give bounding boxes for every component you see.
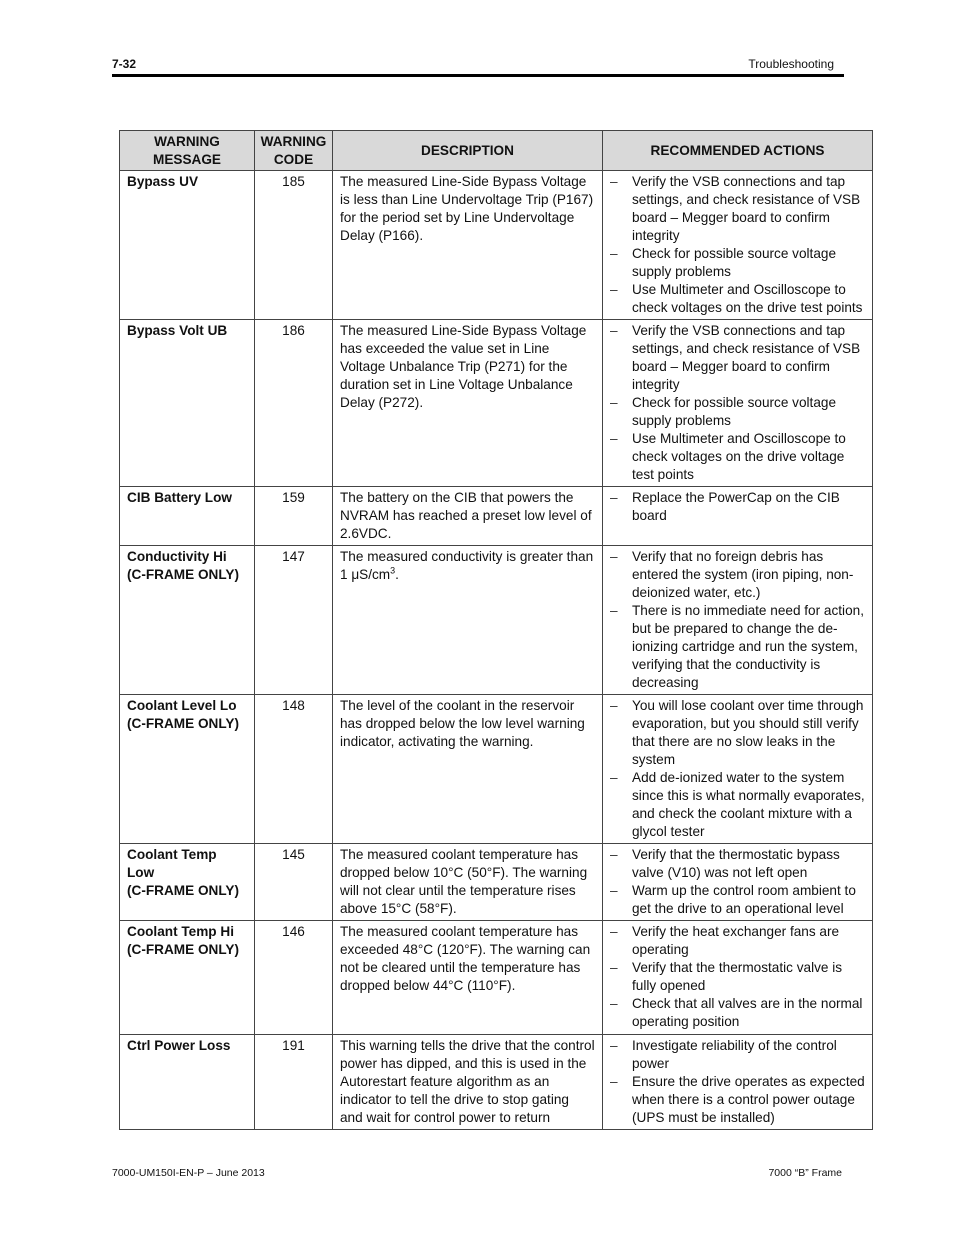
section-title: Troubleshooting bbox=[748, 57, 834, 71]
action-item: – Verify the heat exchanger fans are operating bbox=[610, 923, 865, 959]
warning-message: (C-FRAME ONLY) bbox=[127, 567, 240, 582]
description-text: The measured Line-Side Bypass Voltage has exceeded the value set in Line Voltage Unbalance Trip (P271) for the duration set in Line Voltage Unbalance Delay (P272). bbox=[340, 323, 587, 410]
actions-list bbox=[610, 846, 865, 918]
warning-message-cell bbox=[120, 320, 255, 487]
description-text: The battery on the CIB that powers the NVRAM has reached a preset low level of 2.6VDC. bbox=[340, 490, 592, 541]
description-cell bbox=[333, 171, 603, 320]
col-header-actions: RECOMMENDED ACTIONS bbox=[603, 131, 873, 171]
actions-list bbox=[610, 173, 865, 317]
header-rule bbox=[112, 74, 844, 77]
table-row bbox=[120, 320, 873, 487]
warning-message: (C-FRAME ONLY) bbox=[127, 942, 240, 957]
action-item: – Verify that no foreign debris has entered the system (iron piping, non-deionized water, etc.) bbox=[610, 548, 865, 602]
recommended-actions-cell bbox=[603, 320, 873, 487]
warning-message-cell bbox=[120, 487, 255, 546]
warning-message: (C-FRAME ONLY) bbox=[127, 883, 240, 898]
action-item: – Verify that the thermostatic valve is fully opened bbox=[610, 959, 865, 995]
warning-message-cell bbox=[120, 171, 255, 320]
footer-product: 7000 “B” Frame bbox=[768, 1167, 842, 1179]
warning-message: Coolant Temp Hi bbox=[127, 924, 234, 939]
warning-code: 148 bbox=[255, 695, 333, 844]
description-text: The measured coolant temperature has dropped below 10°C (50°F). The warning will not clear until the temperature rises above 15°C (58°F). bbox=[340, 847, 588, 916]
warning-message: Coolant Level Lo bbox=[127, 698, 237, 713]
action-item: – Use Multimeter and Oscilloscope to check voltages on the drive voltage test points bbox=[610, 430, 865, 484]
description-cell bbox=[333, 844, 603, 921]
footer-doc-id: 7000-UM150I-EN-P – June 2013 bbox=[112, 1167, 265, 1179]
table-row bbox=[120, 695, 873, 844]
action-item: – Warm up the control room ambient to get the drive to an operational level bbox=[610, 882, 865, 918]
table-row bbox=[120, 921, 873, 1035]
col-header-description: DESCRIPTION bbox=[333, 131, 603, 171]
action-item: – Check for possible source voltage supply problems bbox=[610, 394, 865, 430]
warning-message: Bypass UV bbox=[127, 174, 199, 189]
page-number: 7-32 bbox=[112, 57, 137, 71]
table-row bbox=[120, 546, 873, 695]
actions-list bbox=[610, 322, 865, 484]
action-item: – Ensure the drive operates as expected when there is a control power outage (UPS must be installed) bbox=[610, 1073, 865, 1127]
table-row bbox=[120, 487, 873, 546]
recommended-actions-cell bbox=[603, 844, 873, 921]
action-item: – You will lose coolant over time through evaporation, but you should still verify that there are no slow leaks in the system bbox=[610, 697, 865, 769]
description-cell bbox=[333, 921, 603, 1035]
warning-message-cell bbox=[120, 546, 255, 695]
actions-list bbox=[610, 489, 865, 525]
action-item: – Verify that the thermostatic bypass valve (V10) was not left open bbox=[610, 846, 865, 882]
action-item: – Verify the VSB connections and tap settings, and check resistance of VSB board – Megger board to confirm integrity bbox=[610, 322, 865, 394]
action-item: – There is no immediate need for action, but be prepared to change the de-ionizing cartridge and run the system, verifying that the conductivity is decreasing bbox=[610, 602, 865, 692]
recommended-actions-cell bbox=[603, 546, 873, 695]
warning-message-cell bbox=[120, 921, 255, 1035]
description-superscript: 3 bbox=[390, 565, 396, 576]
description-text: The measured Line-Side Bypass Voltage is less than Line Undervoltage Trip (P167) for the period set by Line Undervoltage Delay (P166). bbox=[340, 174, 594, 243]
description-text: The measured conductivity is greater than 1 μS/cm bbox=[340, 549, 594, 582]
warning-code: 159 bbox=[255, 487, 333, 546]
recommended-actions-cell bbox=[603, 487, 873, 546]
warning-code: 147 bbox=[255, 546, 333, 695]
action-item: – Replace the PowerCap on the CIB board bbox=[610, 489, 865, 525]
warning-message: CIB Battery Low bbox=[127, 490, 232, 505]
warning-message-cell bbox=[120, 844, 255, 921]
table-row bbox=[120, 844, 873, 921]
action-item: – Verify the VSB connections and tap settings, and check resistance of VSB board – Megger board to confirm integrity bbox=[610, 173, 865, 245]
description-tail: . bbox=[395, 567, 399, 582]
table-row bbox=[120, 171, 873, 320]
warning-message: Coolant Temp Low bbox=[127, 847, 217, 880]
col-header-code: WARNING CODE bbox=[255, 131, 333, 171]
action-item: – Use Multimeter and Oscilloscope to check voltages on the drive test points bbox=[610, 281, 865, 317]
warning-code: 145 bbox=[255, 844, 333, 921]
recommended-actions-cell bbox=[603, 1035, 873, 1130]
action-item: – Check that all valves are in the normal operating position bbox=[610, 995, 865, 1031]
actions-list bbox=[610, 923, 865, 1031]
warning-code: 191 bbox=[255, 1035, 333, 1130]
description-text: The measured coolant temperature has exceeded 48°C (120°F). The warning can not be cleared until the temperature has dropped below 44°C (110°F). bbox=[340, 924, 591, 993]
action-item: – Add de-ionized water to the system since this is what normally evaporates, and check the coolant mixture with a glycol tester bbox=[610, 769, 865, 841]
description-cell bbox=[333, 695, 603, 844]
table-header-row bbox=[120, 131, 873, 171]
description-cell bbox=[333, 1035, 603, 1130]
table-body bbox=[120, 171, 873, 1130]
description-text: This warning tells the drive that the control power has dipped, and this is used in the Autorestart feature algorithm as an indicator to tell the drive to stop gating and wait for control power to return bbox=[340, 1038, 595, 1125]
warning-message: Conductivity Hi bbox=[127, 549, 227, 564]
warning-code: 146 bbox=[255, 921, 333, 1035]
description-cell bbox=[333, 546, 603, 695]
actions-list bbox=[610, 697, 865, 841]
description-text: The level of the coolant in the reservoir has dropped below the low level warning indicator, activating the warning. bbox=[340, 698, 585, 749]
recommended-actions-cell bbox=[603, 921, 873, 1035]
warning-code: 186 bbox=[255, 320, 333, 487]
description-cell bbox=[333, 487, 603, 546]
actions-list bbox=[610, 1037, 865, 1127]
recommended-actions-cell bbox=[603, 695, 873, 844]
warning-message: Ctrl Power Loss bbox=[127, 1038, 231, 1053]
warning-message: (C-FRAME ONLY) bbox=[127, 716, 240, 731]
recommended-actions-cell bbox=[603, 171, 873, 320]
col-header-message: WARNING MESSAGE bbox=[120, 131, 255, 171]
action-item: – Investigate reliability of the control power bbox=[610, 1037, 865, 1073]
table-row bbox=[120, 1035, 873, 1130]
warning-message-cell bbox=[120, 695, 255, 844]
actions-list bbox=[610, 548, 865, 692]
action-item: – Check for possible source voltage supply problems bbox=[610, 245, 865, 281]
warning-message: Bypass Volt UB bbox=[127, 323, 228, 338]
warning-message-cell bbox=[120, 1035, 255, 1130]
warning-code: 185 bbox=[255, 171, 333, 320]
warning-table bbox=[119, 130, 873, 1130]
description-cell bbox=[333, 320, 603, 487]
